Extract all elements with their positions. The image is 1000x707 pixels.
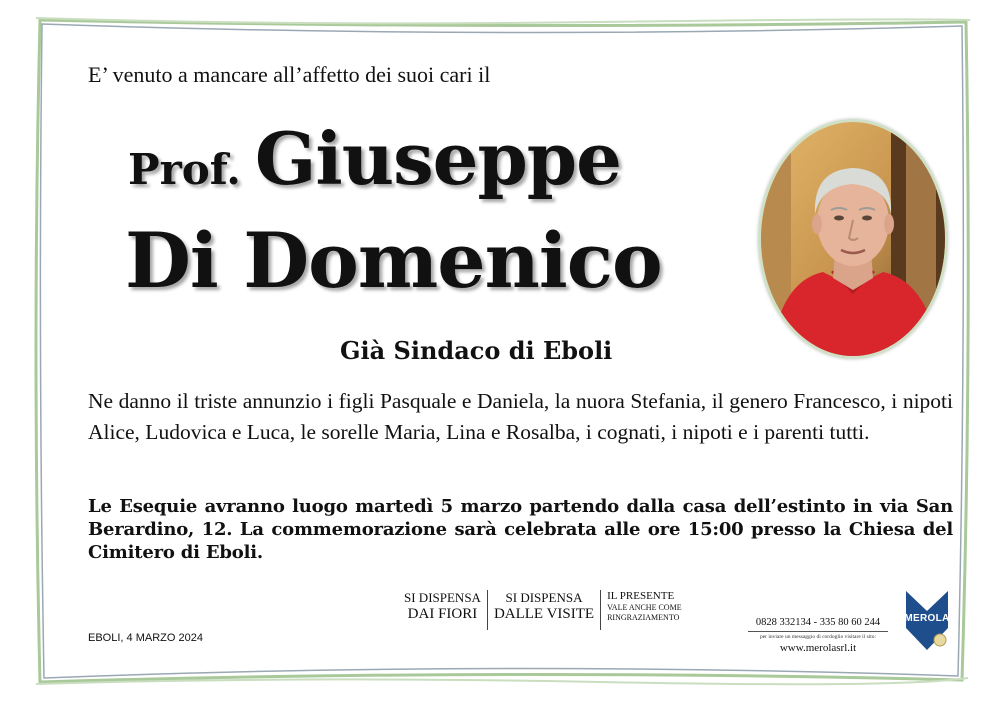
notice-label: SI DISPENSA bbox=[505, 590, 583, 605]
notice-label: DAI FIORI bbox=[407, 606, 478, 622]
announcement-text: Ne danno il triste annunzio i figli Pasquale e Daniela, la nuora Stefania, il genero Francesco, i nipoti Alice, Ludovica e Luca, le sorelle Maria, Lina e Rosalba, i cognati, i nipoti e i parenti tutti. bbox=[88, 389, 953, 444]
notice-thanks bbox=[601, 590, 691, 630]
agency-contact bbox=[748, 617, 888, 654]
date-line: EBOLI, 4 MARZO 2024 bbox=[88, 632, 203, 644]
notice-label: IL PRESENTE bbox=[607, 590, 675, 602]
notice-label: SI DISPENSA bbox=[404, 590, 481, 605]
last-name: Di Domenico bbox=[125, 216, 662, 305]
portrait-photo bbox=[758, 119, 948, 359]
name-line-1 bbox=[128, 116, 621, 201]
notice-no-flowers bbox=[398, 590, 488, 630]
notice-label: DALLE VISITE bbox=[493, 606, 595, 622]
agency-phone: 0828 332134 - 335 80 60 244 bbox=[748, 617, 888, 632]
notice-no-visits bbox=[488, 590, 601, 630]
agency-website-link[interactable]: www.merolasrl.it bbox=[779, 642, 857, 654]
first-name: Giuseppe bbox=[254, 116, 621, 201]
agency-note: per inviare un messaggio di cordoglio visitare il sito: bbox=[759, 634, 877, 640]
intro-text: E’ venuto a mancare all’affetto dei suoi cari il bbox=[88, 62, 491, 87]
notice-label: VALE ANCHE COME RINGRAZIAMENTO bbox=[607, 603, 682, 622]
notices-block bbox=[398, 590, 691, 630]
role-subtitle: Già Sindaco di Eboli bbox=[340, 336, 613, 365]
portrait-illustration bbox=[761, 122, 945, 356]
funeral-details: Le Esequie avranno luogo martedì 5 marzo partendo dalla casa dell’estinto in via San Berardino, 12. La commemorazione sarà celebrata alle ore 15:00 presso la Chiesa del Cimitero di Eboli. bbox=[88, 496, 953, 563]
logo-text: MEROLA bbox=[904, 613, 950, 624]
title-prefix: Prof. bbox=[128, 145, 241, 194]
